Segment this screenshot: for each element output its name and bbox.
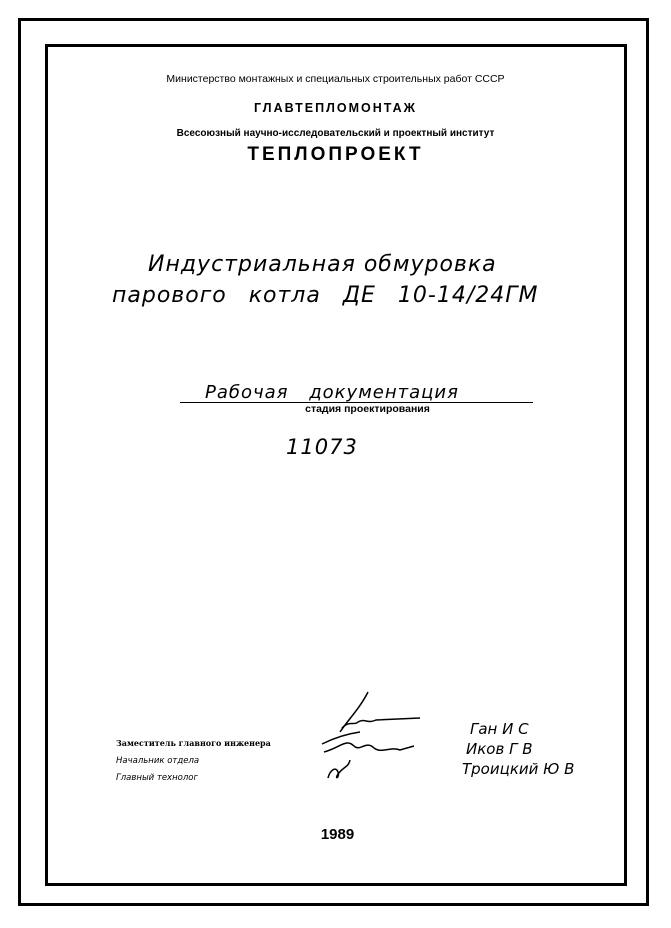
signer-position-2: Начальник отдела bbox=[116, 756, 200, 766]
signer-position-1: Заместитель главного инженера bbox=[116, 738, 271, 748]
signer-position-3: Главный технолог bbox=[116, 773, 198, 783]
institute-line: Всесоюзный научно-исследовательский и проектный институт bbox=[176, 128, 495, 139]
document-type: Рабочая документация bbox=[205, 382, 459, 403]
signature-3 bbox=[328, 760, 350, 778]
signature-2-a bbox=[322, 732, 360, 744]
ministry-line: Министерство монтажных и специальных строительных работ СССР bbox=[166, 73, 505, 85]
title-line-1: Индустриальная обмуровка bbox=[148, 252, 497, 277]
signer-name-1: Ган И С bbox=[470, 720, 529, 738]
signatures bbox=[320, 690, 430, 785]
year: 1989 bbox=[320, 826, 355, 843]
institute-name: ТЕПЛОПРОЕКТ bbox=[247, 144, 424, 165]
document-number: 11073 bbox=[286, 435, 358, 459]
signature-1 bbox=[342, 718, 420, 728]
signer-name-3: Троицкий Ю В bbox=[462, 760, 575, 778]
glavk-line: ГЛАВТЕПЛОМОНТАЖ bbox=[254, 101, 417, 115]
signature-2 bbox=[324, 743, 414, 752]
stage-label: стадия проектирования bbox=[305, 403, 430, 415]
signer-name-2: Иков Г В bbox=[466, 740, 533, 758]
title-line-2: парового котла ДЕ 10-14/24ГМ bbox=[112, 283, 539, 308]
